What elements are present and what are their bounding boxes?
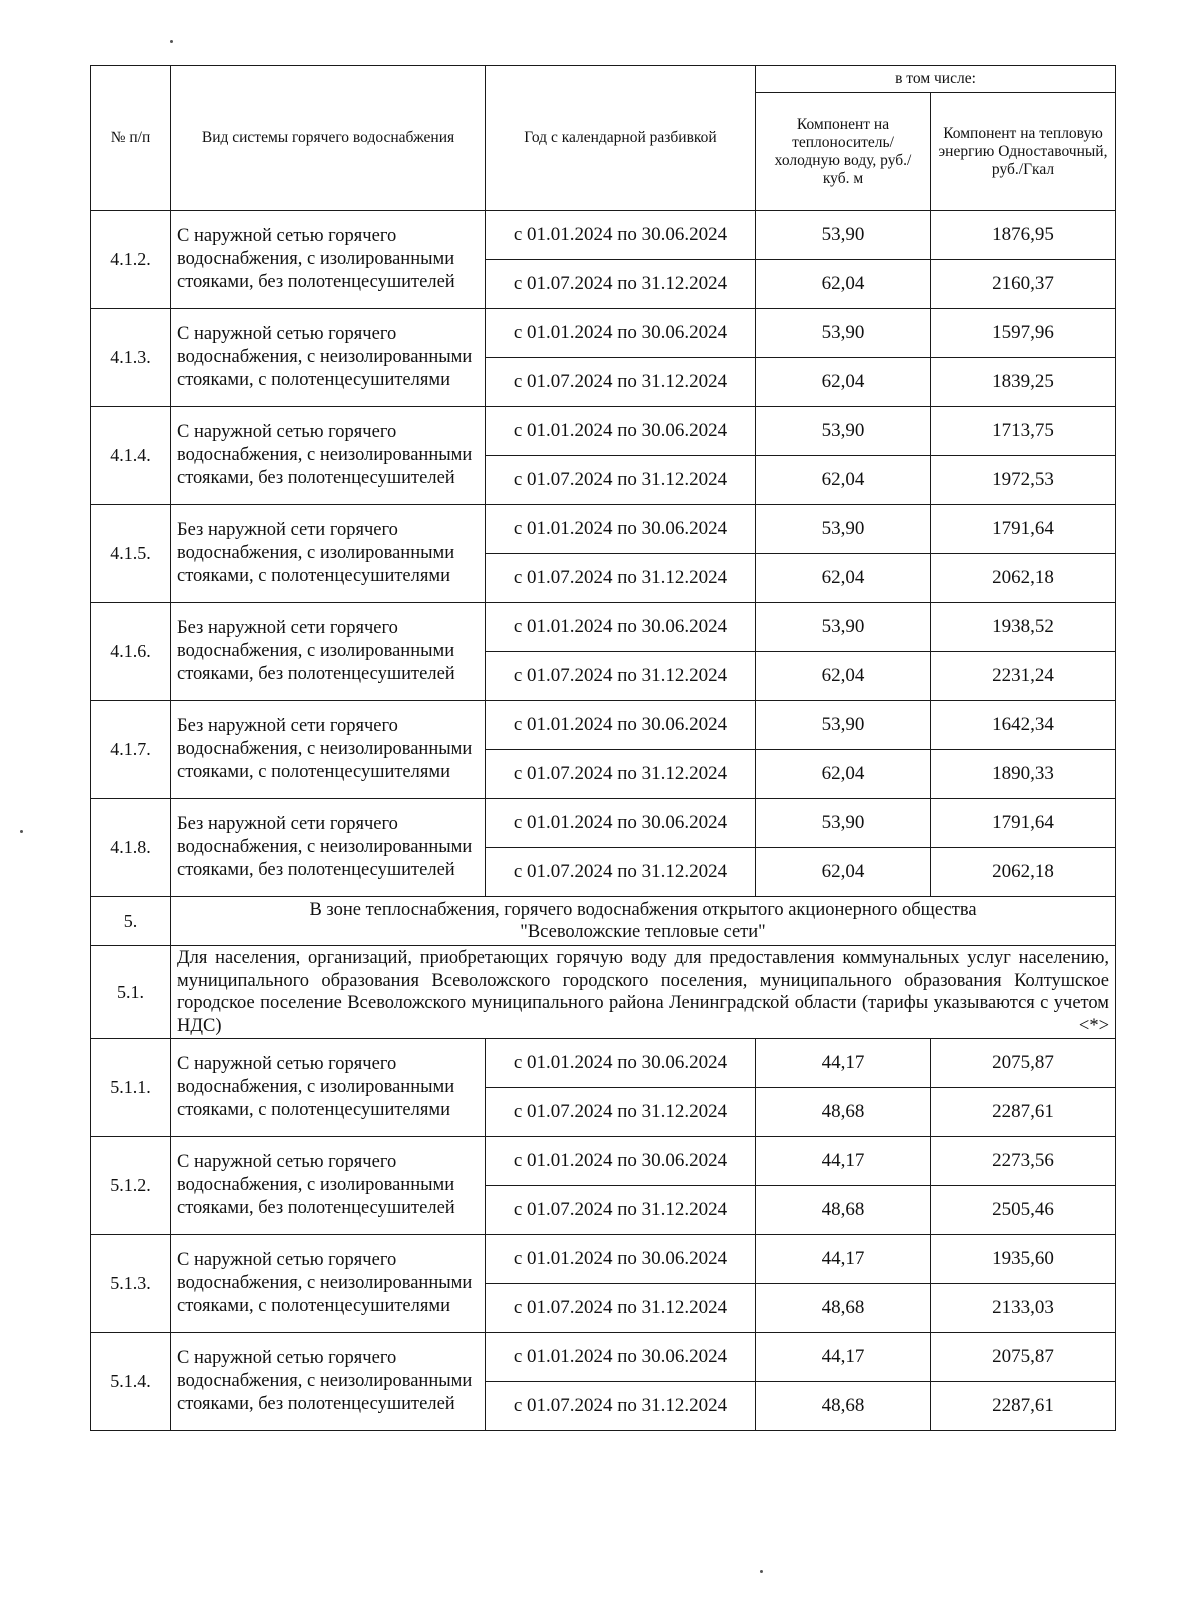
water-component-value: 44,17 [756, 1039, 931, 1088]
period-first-half: с 01.01.2024 по 30.06.2024 [486, 799, 756, 848]
water-component-value: 53,90 [756, 309, 931, 358]
row-number: 4.1.5. [91, 505, 171, 603]
table-row [91, 1039, 1116, 1088]
water-component-value: 62,04 [756, 554, 931, 603]
table-row [91, 309, 1116, 358]
period-second-half: с 01.07.2024 по 31.12.2024 [486, 260, 756, 309]
heat-component-value: 1791,64 [931, 505, 1116, 554]
water-component-value: 62,04 [756, 848, 931, 897]
system-type: Без наружной сети горячего водоснабжения, с изолированными стояками, с полотенцесушителями [171, 505, 486, 603]
header-including: в том числе: [756, 66, 1116, 93]
period-first-half: с 01.01.2024 по 30.06.2024 [486, 701, 756, 750]
water-component-value: 53,90 [756, 211, 931, 260]
period-second-half: с 01.07.2024 по 31.12.2024 [486, 456, 756, 505]
heat-component-value: 1791,64 [931, 799, 1116, 848]
water-component-value: 62,04 [756, 456, 931, 505]
header-heat-component: Компонент на тепловую энергию Одноставочный, руб./Гкал [931, 93, 1116, 211]
period-first-half: с 01.01.2024 по 30.06.2024 [486, 407, 756, 456]
water-component-value: 53,90 [756, 701, 931, 750]
heat-component-value: 2160,37 [931, 260, 1116, 309]
section-5-title [171, 897, 1116, 946]
scan-speck [20, 830, 23, 833]
period-first-half: с 01.01.2024 по 30.06.2024 [486, 505, 756, 554]
period-first-half: с 01.01.2024 по 30.06.2024 [486, 1137, 756, 1186]
section-4-rows [91, 211, 1116, 897]
table-row [91, 603, 1116, 652]
row-number: 4.1.3. [91, 309, 171, 407]
header-water-component: Компонент на теплоноситель/ холодную воду, руб./куб. м [756, 93, 931, 211]
row-number: 5.1.2. [91, 1137, 171, 1235]
heat-component-value: 2133,03 [931, 1284, 1116, 1333]
period-first-half: с 01.01.2024 по 30.06.2024 [486, 309, 756, 358]
row-number: 4.1.7. [91, 701, 171, 799]
water-component-value: 48,68 [756, 1088, 931, 1137]
row-number: 5.1.3. [91, 1235, 171, 1333]
table-row [91, 505, 1116, 554]
water-component-value: 62,04 [756, 750, 931, 799]
section-5-1-num: 5.1. [91, 946, 171, 1039]
system-type: С наружной сетью горячего водоснабжения, с неизолированными стояками, с полотенцесушителями [171, 309, 486, 407]
system-type: С наружной сетью горячего водоснабжения, с неизолированными стояками, без полотенцесушителей [171, 1333, 486, 1431]
system-type: С наружной сетью горячего водоснабжения, с изолированными стояками, без полотенцесушителей [171, 211, 486, 309]
water-component-value: 62,04 [756, 358, 931, 407]
header-system-type: Вид системы горячего водоснабжения [171, 66, 486, 211]
heat-component-value: 2505,46 [931, 1186, 1116, 1235]
water-component-value: 53,90 [756, 603, 931, 652]
period-first-half: с 01.01.2024 по 30.06.2024 [486, 1039, 756, 1088]
heat-component-value: 2287,61 [931, 1088, 1116, 1137]
system-type: Без наружной сети горячего водоснабжения, с неизолированными стояками, без полотенцесушителей [171, 799, 486, 897]
water-component-value: 53,90 [756, 799, 931, 848]
period-first-half: с 01.01.2024 по 30.06.2024 [486, 211, 756, 260]
scan-speck [170, 40, 173, 43]
water-component-value: 44,17 [756, 1333, 931, 1382]
row-number: 5.1.4. [91, 1333, 171, 1431]
period-second-half: с 01.07.2024 по 31.12.2024 [486, 1088, 756, 1137]
header-num: № п/п [91, 66, 171, 211]
system-type: С наружной сетью горячего водоснабжения, с изолированными стояками, без полотенцесушителей [171, 1137, 486, 1235]
water-component-value: 62,04 [756, 260, 931, 309]
heat-component-value: 2075,87 [931, 1039, 1116, 1088]
section-5-rows [91, 1039, 1116, 1431]
table-row [91, 407, 1116, 456]
period-second-half: с 01.07.2024 по 31.12.2024 [486, 848, 756, 897]
period-second-half: с 01.07.2024 по 31.12.2024 [486, 1284, 756, 1333]
row-number: 4.1.2. [91, 211, 171, 309]
period-first-half: с 01.01.2024 по 30.06.2024 [486, 1235, 756, 1284]
heat-component-value: 1713,75 [931, 407, 1116, 456]
table-row [91, 1235, 1116, 1284]
scan-speck [760, 1570, 763, 1573]
heat-component-value: 2075,87 [931, 1333, 1116, 1382]
table-row [91, 211, 1116, 260]
water-component-value: 48,68 [756, 1186, 931, 1235]
heat-component-value: 1642,34 [931, 701, 1116, 750]
period-second-half: с 01.07.2024 по 31.12.2024 [486, 652, 756, 701]
table-row [91, 701, 1116, 750]
section-5-num: 5. [91, 897, 171, 946]
water-component-value: 48,68 [756, 1382, 931, 1431]
heat-component-value: 1839,25 [931, 358, 1116, 407]
heat-component-value: 2287,61 [931, 1382, 1116, 1431]
heat-component-value: 1972,53 [931, 456, 1116, 505]
section-5-heading [91, 897, 1116, 1039]
system-type: Без наружной сети горячего водоснабжения, с неизолированными стояками, с полотенцесушителями [171, 701, 486, 799]
water-component-value: 53,90 [756, 407, 931, 456]
period-second-half: с 01.07.2024 по 31.12.2024 [486, 554, 756, 603]
water-component-value: 53,90 [756, 505, 931, 554]
period-second-half: с 01.07.2024 по 31.12.2024 [486, 750, 756, 799]
water-component-value: 44,17 [756, 1137, 931, 1186]
heat-component-value: 2231,24 [931, 652, 1116, 701]
heat-component-value: 1938,52 [931, 603, 1116, 652]
system-type: С наружной сетью горячего водоснабжения, с неизолированными стояками, без полотенцесушителей [171, 407, 486, 505]
system-type: С наружной сетью горячего водоснабжения, с изолированными стояками, с полотенцесушителями [171, 1039, 486, 1137]
table-row [91, 799, 1116, 848]
heat-component-value: 1876,95 [931, 211, 1116, 260]
heat-component-value: 1890,33 [931, 750, 1116, 799]
table-row [91, 1137, 1116, 1186]
heat-component-value: 1597,96 [931, 309, 1116, 358]
period-first-half: с 01.01.2024 по 30.06.2024 [486, 603, 756, 652]
section-5-title-line2: "Всеволожские тепловые сети" [520, 922, 766, 942]
row-number: 4.1.6. [91, 603, 171, 701]
period-first-half: с 01.01.2024 по 30.06.2024 [486, 1333, 756, 1382]
period-second-half: с 01.07.2024 по 31.12.2024 [486, 1186, 756, 1235]
row-number: 5.1.1. [91, 1039, 171, 1137]
heat-component-value: 2062,18 [931, 554, 1116, 603]
tariff-table [90, 65, 1116, 1431]
system-type: С наружной сетью горячего водоснабжения, с неизолированными стояками, с полотенцесушителями [171, 1235, 486, 1333]
section-5-title-line1: В зоне теплоснабжения, горячего водоснабжения открытого акционерного общества [309, 900, 977, 920]
period-second-half: с 01.07.2024 по 31.12.2024 [486, 1382, 756, 1431]
water-component-value: 62,04 [756, 652, 931, 701]
system-type: Без наружной сети горячего водоснабжения, с изолированными стояками, без полотенцесушителей [171, 603, 486, 701]
water-component-value: 44,17 [756, 1235, 931, 1284]
section-5-1-description: Для населения, организаций, приобретающих горячую воду для предоставления коммунальных услуг населению, муниципального образования Всеволожского городского поселения, муниципального образования Колтушское городское поселение Всеволожского муниципального района Ленинградской области (тарифы указываются с учетом НДС) <*> [171, 946, 1116, 1039]
row-number: 4.1.8. [91, 799, 171, 897]
period-second-half: с 01.07.2024 по 31.12.2024 [486, 358, 756, 407]
row-number: 4.1.4. [91, 407, 171, 505]
heat-component-value: 2273,56 [931, 1137, 1116, 1186]
table-row [91, 1333, 1116, 1382]
header-year: Год с календарной разбивкой [486, 66, 756, 211]
heat-component-value: 2062,18 [931, 848, 1116, 897]
water-component-value: 48,68 [756, 1284, 931, 1333]
heat-component-value: 1935,60 [931, 1235, 1116, 1284]
